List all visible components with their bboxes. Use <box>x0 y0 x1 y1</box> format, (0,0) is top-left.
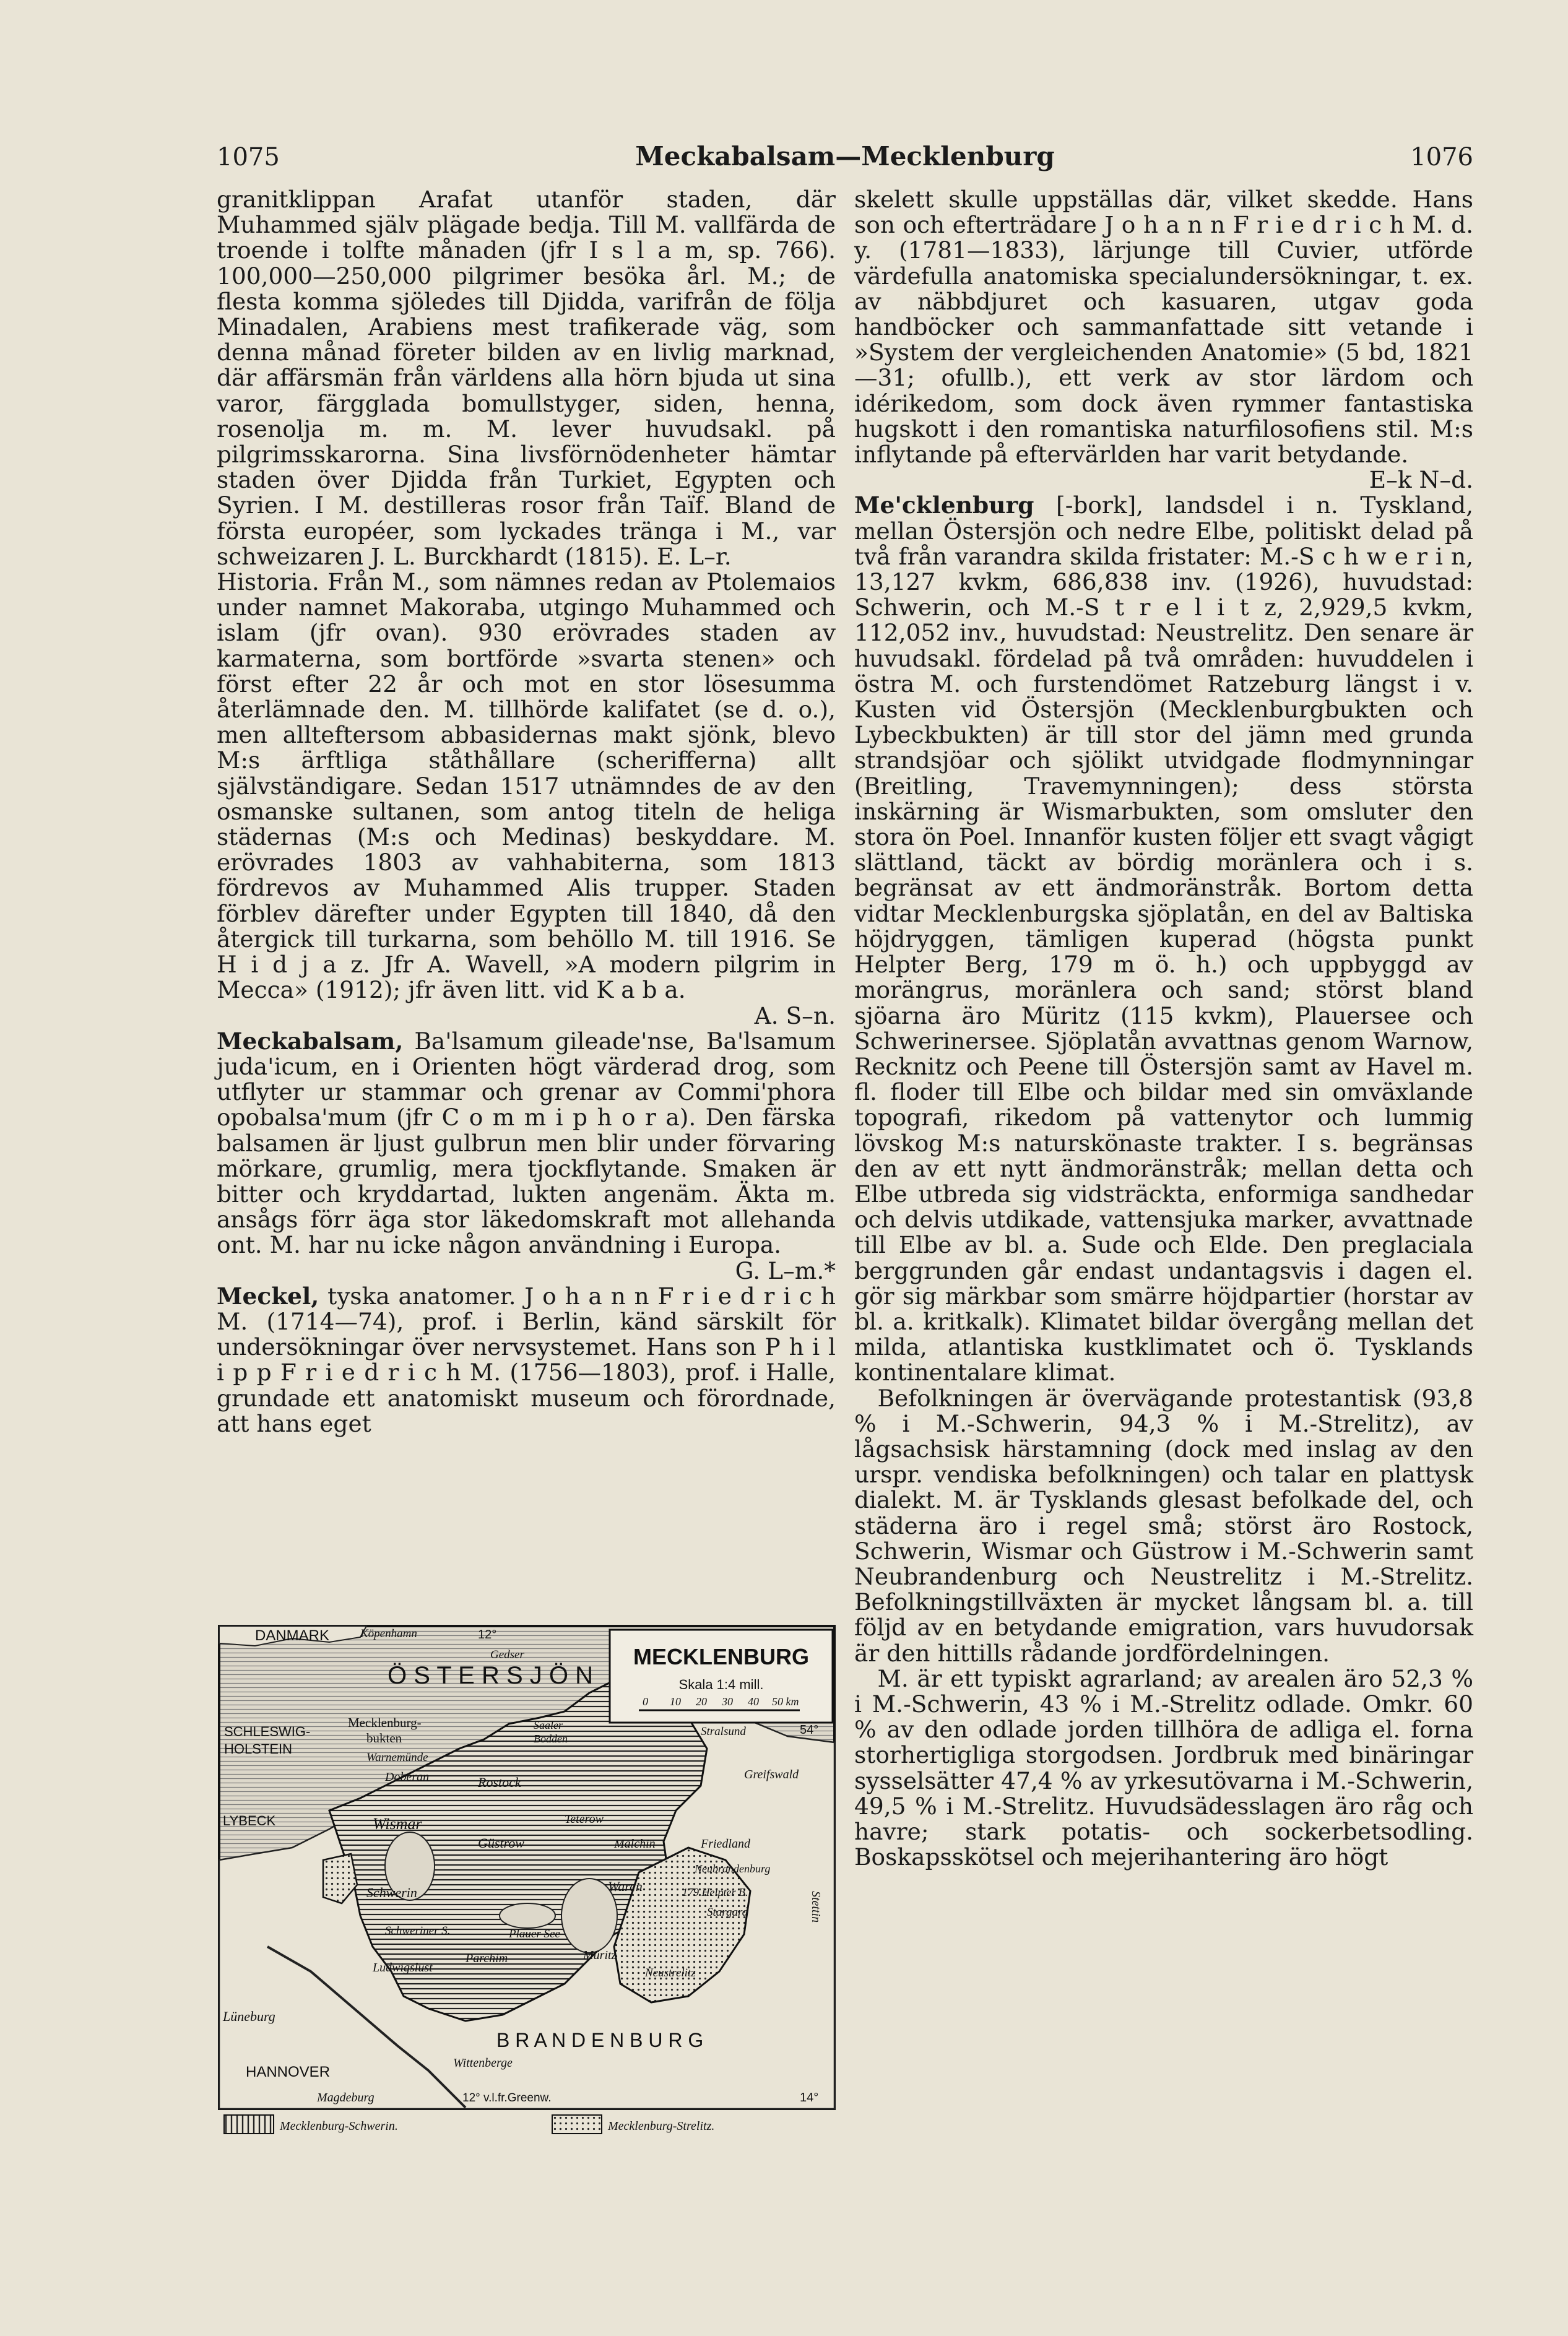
label-schweriner-see: Schweriner S. <box>385 1924 451 1937</box>
scale-tick: 10 <box>670 1695 681 1708</box>
label-plauer-see: Plauer See <box>509 1927 560 1940</box>
label-holstein: HOLSTEIN <box>224 1741 293 1757</box>
page-number-left: 1075 <box>217 143 280 171</box>
legend-schwerin: Mecklenburg-Schwerin. <box>280 2119 398 2133</box>
label-lat-54: 54° <box>800 1723 819 1737</box>
signature: E–k N–d. <box>1369 466 1473 494</box>
label-hannover: HANNOVER <box>246 2064 331 2080</box>
label-helpter: 179 Helpter B. <box>682 1886 748 1898</box>
right-column <box>854 187 1473 1870</box>
label-magdeburg: Magdeburg <box>317 2091 375 2105</box>
label-mecklenburgbukten: Mecklenburg- <box>348 1715 422 1730</box>
label-schleswig: SCHLESWIG- <box>224 1724 311 1739</box>
label-ostersjon: Ö S T E R S J Ö N <box>388 1662 593 1689</box>
label-neustrelitz: Neustrelitz <box>645 1966 696 1979</box>
label-stettin: Stettin <box>809 1891 823 1923</box>
label-malchin: Malchin <box>614 1837 656 1851</box>
paragraph-jordbruk: M. är ett typiskt agrarland; av arealen äro 52,3 % i M.-Schwerin, 43 % i M.-Strelitz odlade. Omkr. 60 % av den odlade jorden tillhöra de adliga el. forna storhertigliga storgodsen. Jordbruk med binäringar sysselsätter 47,4 % av yrkesutövarna i M.-Schwerin, 49,5 % i M.-Strelitz. Huvudsädesslagen äro råg och havre; stark potatis- och sockerbetsodling. Boskapsskötsel och mejerihantering äro högt <box>854 1664 1473 1871</box>
article-mecka-historia: Historia. Från M., som nämnes redan av Ptolemaios under namnet Makoraba, utgingo Muhammed och islam (jfr ovan). 930 erövrades staden av karmaterna, som bortförde »svarta stenen» och först efter 22 år och mot en stor lösesumma återlämnade den. M. tillhörde kalifatet (se d. o.), men allteftersom abbasidernas makt sjönk, blevo M:s ärftliga ståthållare (scherifferna) allt självständigare. Sedan 1517 utnämndes de av den osmanske sultanen, som antog titeln de heliga städernas (M:s och Medinas) beskyddare. M. erövrades 1803 av vahhabiterna, som 1813 fördrevos av Muhammed Alis trupper. Staden förblev därefter under Egypten till 1840, då den återgick till turkarna, som behöllo M. till 1916. Se H i d j a z. Jfr A. Wavell, »A modern pilgrim in Mecca» (1912); jfr även litt. vid K a b a. A. S–n. <box>217 568 836 1029</box>
legend-swatch-strelitz <box>552 2115 602 2134</box>
label-greenwich: 12° v.l.fr.Greenw. <box>462 2092 552 2105</box>
signature: E. L–r. <box>657 542 732 570</box>
page-header <box>217 141 1473 184</box>
article-mecka-continued: granitklippan Arafat utanför staden, där Muhammed själv plägade bedja. Till M. vallfärda de troende i tolfte månaden (jfr I s l a m, sp. 766). 100,000—250,000 pilgrimer besöka årl. M.; de flesta komma sjöledes till Djidda, varifrån de följa Minadalen, Arabiens mest trafikerade väg, som denna månad företer bilden av en livlig marknad, där affärsmän från världens alla hörn bjuda ut sina varor, färgglada bomullstyger, siden, henna, rosenolja m. m. M. lever huvudsakl. på pilgrimsskarorna. Sina livsförnödenheter hämtar staden över Djidda från Turkiet, Egypten och Syrien. I M. destilleras rosor från Taïf. Bland de första européer, som lyckades tränga i M., var schweizaren J. L. Burckhardt (1815). E. L–r. <box>217 186 836 570</box>
lake-plauer <box>500 1903 555 1928</box>
scale-tick: 0 <box>643 1695 648 1708</box>
label-doberan: Doberan <box>385 1770 430 1784</box>
label-rostock: Rostock <box>478 1775 521 1790</box>
scale-tick: 30 <box>722 1695 733 1708</box>
label-bukten: bukten <box>366 1731 402 1746</box>
map-title: MECKLENBURG <box>633 1644 809 1669</box>
label-danmark: DANMARK <box>255 1627 330 1644</box>
article-meckabalsam: Meckabalsam, Ba'lsamum gileade'nse, Ba'lsamum juda'icum, en i Orienten högt värderad drog, som utflyter ur stammar och grenar av Commi'phora opobalsa'mum (jfr C o m m i p h o r a). Den färska balsamen är ljust gulbrun men blir under förvaring mörkare, grumlig, mera tjockflytande. Smaken är bitter och kryddartad, lukten angenäm. Äkta m. ansågs förr äga stor läkedomskraft mot allehanda ont. M. har nu icke någon användning i Europa. G. L–m.* <box>217 1027 836 1284</box>
headword: Me'cklenburg <box>854 491 1034 519</box>
map-svg <box>218 1625 836 2140</box>
headword: Meckel, <box>217 1282 319 1310</box>
scale-tick: 40 <box>748 1695 759 1708</box>
legend-swatch-schwerin <box>224 2115 274 2134</box>
label-wittenberge: Wittenberge <box>453 2056 513 2070</box>
page-number-right: 1076 <box>1410 143 1473 171</box>
label-stralsund: Stralsund <box>701 1725 746 1738</box>
headword: Meckabalsam, <box>217 1027 404 1055</box>
left-column <box>217 187 836 1437</box>
article-mecklenburg: Me'cklenburg [-bork], landsdel i n. Tyskland, mellan Östersjön och nedre Elbe, politiskt delad på två från varandra skilda fristater: M.-S c h w e r i n, 13,127 kvkm, 686,838 inv. (1926), huvudstad: Schwerin, och M.-S t r e l i t z, 2,929,5 kvkm, 112,052 inv., huvudstad: Neustrelitz. Den senare är huvudsakl. fördelad på två områden: huvuddelen i östra M. och furstendömet Ratzeburg längst i v. Kusten vid Östersjön (Mecklenburgbukten och Lybeckbukten) är till stor del jämn med grunda strandsjöar och sjölikt utvidgade flodmynningar (Breitling, Travemynningen); dess största inskärning är Wismarbukten, som omsluter den stora ön Poel. Innanför kusten följer ett svagt vågigt slättland, täckt av bördig moränlera och i s. begränsat av ett ändmoränstråk. Bortom detta vidtar Mecklenburgska sjöplatån, en del av Baltiska höjdryggen, tämligen kuperad (högsta punkt Helpter Berg, 179 m ö. h.) och uppbyggd av morängrus, moränlera och sand; störst bland sjöarna äro Müritz (115 kvkm), Plauersee och Schwerinersee. Sjöplatån avvattnas genom Warnow, Recknitz och Peene till Östersjön samt av Havel m. fl. floder till Elbe och bildar med sin omväxlande topografi, rikedom på vattenytor och lummig lövskog M:s naturskönaste trakter. I s. begränsas den av ett nytt ändmoränstråk; mellan detta och Elbe utbreda sig vidsträckta, enformiga sandhedar och delvis utdikade, vattensjuka marker, avvattnade till Elbe av bl. a. Sude och Elde. Den preglaciala berggrunden går endast undantagsvis i dagen el. gör sig märkbar som smärre höjdpartier (horstar av bl. a. kritkalk). Klimatet bildar övergång mellan det milda, atlantiska kustklimatet och ö. Tysklands kontinentalare klimat. <box>854 491 1473 1386</box>
label-friedland: Friedland <box>701 1837 750 1851</box>
label-brandenburg: B R A N D E N B U R G <box>496 2029 704 2051</box>
label-waren: Waren <box>608 1879 643 1894</box>
signature: G. L–m.* <box>735 1257 836 1284</box>
article-meckel: Meckel, tyska anatomer. J o h a n n F r i e d r i c h M. (1714—74), prof. i Berlin, känd särskilt för undersökningar över nervsystemet. Hans son P h i l i p p F r i e d r i c h M. (1756—1803), prof. i Halle, grundade ett anatomiskt museum och förordnade, att hans eget <box>217 1282 836 1437</box>
label-neubrandenburg: Neubrandenburg <box>695 1862 771 1875</box>
label-teterow: Teterow <box>565 1812 604 1826</box>
label-greifswald: Greifswald <box>744 1768 799 1781</box>
label-lat-top: 12° <box>478 1628 497 1642</box>
label-kopenhamn: Köpenhamn <box>360 1627 417 1640</box>
label-luneburg: Lüneburg <box>223 2009 275 2024</box>
label-bodden: Bodden <box>534 1733 568 1745</box>
paragraph-befolkning: Befolkningen är övervägande protestantisk (93,8 % i M.-Schwerin, 94,3 % i M.-Strelitz), av lågsachsisk härstamning (dock med inslag av den urspr. vendiska befolkningen) och talar en plattysk dialekt. M. är Tysklands glesast befolkade del, och städerna äro i regel små; störst äro Rostock, Schwerin, Wismar och Güstrow i M.-Schwerin samt Neubrandenburg och Neustrelitz i M.-Strelitz. Befolkningstillväxten är mycket långsam bl. a. till följd av en betydande emigration, vars huvudorsak är den hittills rådande jordfördelningen. <box>854 1384 1473 1667</box>
label-gedser: Gedser <box>490 1648 524 1661</box>
signature: A. S–n. <box>754 1001 836 1029</box>
map-mecklenburg <box>218 1625 836 2140</box>
label-parchim: Parchim <box>466 1952 508 1965</box>
running-title: Meckabalsam—Mecklenburg <box>635 141 1055 171</box>
label-lybeck: LYBECK <box>223 1813 276 1828</box>
label-muritz: Müritz <box>583 1949 617 1962</box>
label-schwerin: Schwerin <box>366 1885 417 1900</box>
article-meckel-continued: skelett skulle uppställas där, vilket skedde. Hans son och efterträdare J o h a n n F r i e d r i c h M. d. y. (1781—1833), lärjunge till Cuvier, utförde värdefulla anatomiska specialundersökningar, t. ex. av näbbdjuret och kasuaren, utgav goda handböcker och sammanfattade sitt vetande i »System der vergleichenden Anatomie» (5 bd, 1821—31; ofullb.), ett verk av stor lärdom och idérikedom, som dock även rymmer fantastiska hugskott i den romantiska naturfilosofiens stil. M:s inflytande på eftervärlden har varit betydande. E–k N–d. <box>854 186 1473 494</box>
map-scale-label: Skala 1:4 mill. <box>678 1677 764 1692</box>
legend-strelitz: Mecklenburg-Strelitz. <box>608 2119 715 2133</box>
label-stargard: Stargard <box>707 1906 748 1919</box>
label-wismar: Wismar <box>373 1815 422 1833</box>
label-gustrow: Güstrow <box>478 1835 524 1851</box>
label-ludwigslust: Ludwigslust <box>373 1961 433 1975</box>
label-warnemunde: Warnemünde <box>366 1751 428 1764</box>
label-lon-14: 14° <box>800 2091 819 2105</box>
scale-tick: 20 <box>696 1695 707 1708</box>
scale-tick: 50 km <box>772 1695 799 1708</box>
label-saaler: Saaler <box>534 1719 563 1731</box>
